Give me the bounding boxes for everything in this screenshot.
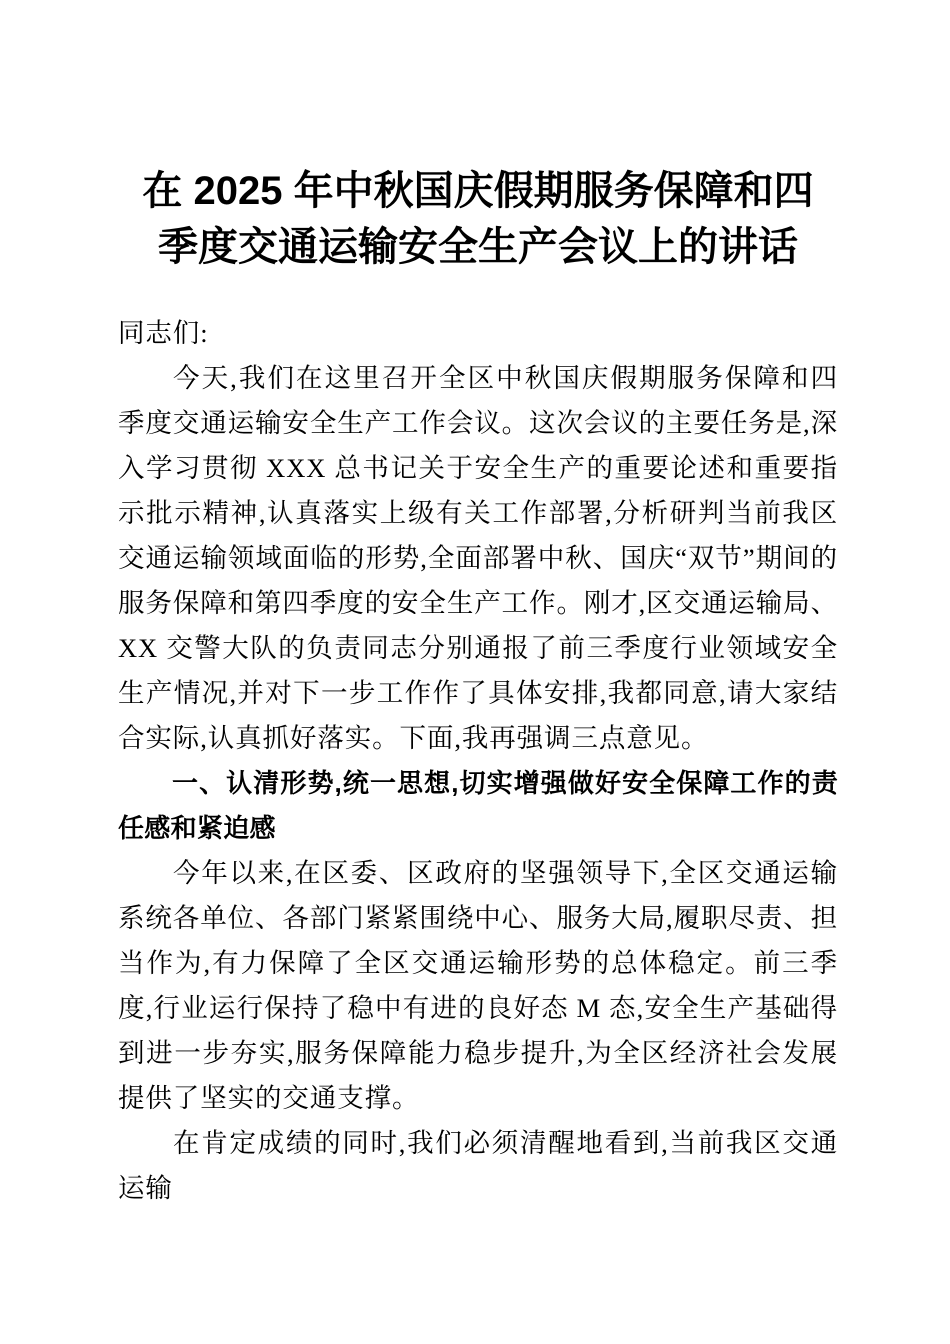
page-title-line-1: 在 2025 年中秋国庆假期服务保障和四 bbox=[142, 169, 814, 213]
salutation: 同志们: bbox=[118, 318, 209, 348]
page-title-line-2: 季度交通运输安全生产会议上的讲话 bbox=[158, 225, 798, 269]
paragraph-section-1-b: 在肯定成绩的同时,我们必须清醒地看到,当前我区交通运输 bbox=[118, 1128, 838, 1203]
page-title bbox=[118, 0, 838, 275]
paragraph-section-1-a: 今年以来,在区委、区政府的坚强领导下,全区交通运输系统各单位、各部门紧紧围绕中心、服务大局,履职尽责、担当作为,有力保障了全区交通运输形势的总体稳定。前三季度,行业运行保持了稳中有进的良好态 M 态,安全生产基础得到进一步夯实,服务保障能力稳步提升,为全区经济社会发展提供了坚实的交通支撑。 bbox=[118, 858, 838, 1113]
page-content-area bbox=[118, 0, 838, 1211]
section-heading-1: 一、认清形势,统一思想,切实增强做好安全保障工作的责任感和紧迫感 bbox=[118, 768, 838, 843]
paragraph-opening: 今天,我们在这里召开全区中秋国庆假期服务保障和四季度交通运输安全生产工作会议。这次会议的主要任务是,深入学习贯彻 XXX 总书记关于安全生产的重要论述和重要指示批示精神,认真落实上级有关工作部署,分析研判当前我区交通运输领域面临的形势,全面部署中秋、国庆“双节”期间的服务保障和第四季度的安全生产工作。刚才,区交通运输局、XX 交警大队的负责同志分别通报了前三季度行业领域安全生产情况,并对下一步工作作了具体安排,我都同意,请大家结合实际,认真抓好落实。下面,我再强调三点意见。 bbox=[118, 363, 838, 753]
document-body bbox=[118, 311, 838, 1211]
